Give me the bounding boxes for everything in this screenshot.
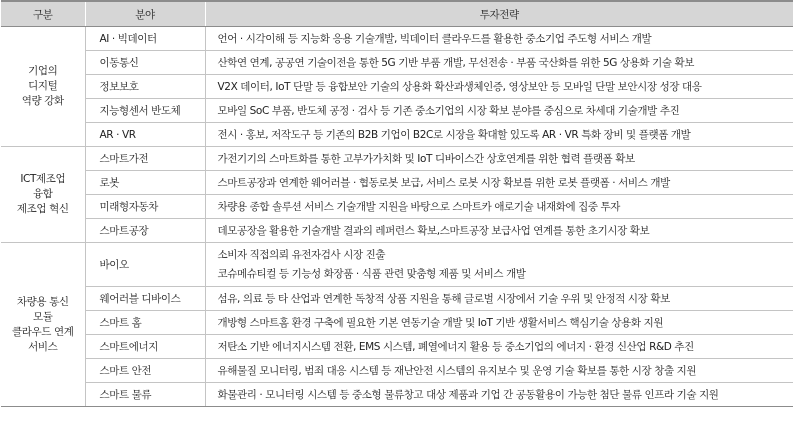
table-row [1, 27, 793, 51]
strategy-line: 코슈메슈티컬 등 기능성 화장품 · 식품 관련 맞춤형 제품 및 서비스 개발 [217, 267, 526, 280]
table-row [1, 99, 793, 123]
field-cell: 스마트에너지 [85, 335, 205, 359]
field-cell: AI · 빅데이터 [85, 27, 205, 51]
field-cell: 이동통신 [85, 51, 205, 75]
field-cell: 웨어러블 디바이스 [85, 287, 205, 311]
strategy-cell: 모바일 SoC 부품, 반도체 공정 · 검사 등 기존 중소기업의 시장 확보 분야를 중심으로 차세대 기술개발 추진 [205, 99, 793, 123]
group-label-line: 클라우드 연계 [12, 325, 74, 338]
group-label-line: 차량용 통신 [16, 295, 69, 308]
header-group: 구분 [1, 1, 85, 27]
field-cell: AR · VR [85, 123, 205, 147]
investment-strategy-table [1, 0, 793, 407]
group-label-line: 융합 [33, 188, 53, 200]
group-label-line: 기업의 [28, 65, 58, 77]
strategy-cell: 섬유, 의료 등 타 산업과 연계한 독창적 상품 지원을 통해 글로벌 시장에서 기술 우위 및 안정적 시장 확보 [205, 287, 793, 311]
group-label-line: 제조업 혁신 [16, 203, 69, 215]
field-cell: 정보보호 [85, 75, 205, 99]
strategy-cell: 차량용 종합 솔루션 서비스 기술개발 지원을 바탕으로 스마트카 애로기술 내재화에 집중 투자 [205, 195, 793, 219]
group-cell-digital [1, 27, 85, 147]
group-label-line: 역량 강화 [21, 95, 64, 107]
strategy-cell: 개방형 스마트홈 환경 구축에 필요한 기본 연동기술 개발 및 IoT 기반 생활서비스 핵심기술 상용화 지원 [205, 311, 793, 335]
table-row [1, 287, 793, 311]
table-row [1, 335, 793, 359]
group-label-line: ICT제조업 [20, 173, 66, 185]
header-row [1, 1, 793, 27]
strategy-cell: 언어 · 시각이해 등 지능화 응용 기술개발, 빅데이터 클라우드를 활용한 중소기업 주도형 서비스 개발 [205, 27, 793, 51]
strategy-cell [205, 243, 793, 287]
field-cell: 바이오 [85, 243, 205, 287]
table-row [1, 51, 793, 75]
table-row [1, 219, 793, 243]
strategy-cell: 화물관리 · 모니터링 시스템 등 중소형 물류창고 대상 제품과 기업 간 공동활용이 가능한 첨단 물류 인프라 기술 지원 [205, 383, 793, 407]
table-row [1, 383, 793, 407]
field-cell: 미래형자동차 [85, 195, 205, 219]
field-cell: 로봇 [85, 171, 205, 195]
strategy-cell: 유해물질 모니터링, 범죄 대응 시스템 등 재난안전 시스템의 유지보수 및 운영 기술 확보를 통한 시장 창출 지원 [205, 359, 793, 383]
table-row [1, 123, 793, 147]
table-row [1, 147, 793, 171]
strategy-line: 소비자 직접의뢰 유전자검사 시장 진출 [217, 248, 386, 261]
table-row [1, 171, 793, 195]
strategy-cell: 저탄소 기반 에너지시스템 전환, EMS 시스템, 폐열에너지 활용 등 중소기업의 에너지 · 환경 신산업 R&D 추진 [205, 335, 793, 359]
field-cell: 지능형센서 반도체 [85, 99, 205, 123]
table-row [1, 243, 793, 287]
field-cell: 스마트 물류 [85, 383, 205, 407]
table-row [1, 195, 793, 219]
group-label-line: 모듈 [33, 310, 53, 323]
field-cell: 스마트가전 [85, 147, 205, 171]
field-cell: 스마트 안전 [85, 359, 205, 383]
group-label-line: 서비스 [28, 340, 58, 353]
group-label-line: 디지털 [28, 80, 58, 92]
table-row [1, 75, 793, 99]
strategy-cell: 산학연 연계, 공공연 기술이전을 통한 5G 기반 부품 개발, 무선전송 · 부품 국산화를 위한 5G 상용화 기술 확보 [205, 51, 793, 75]
strategy-cell: V2X 데이터, IoT 단말 등 융합보안 기술의 상용화 확산과생체인증, 영상보안 등 모바일 단말 보안시장 성장 대응 [205, 75, 793, 99]
group-cell-manufacturing [1, 147, 85, 243]
strategy-cell: 전시 · 홍보, 저작도구 등 기존의 B2B 기업이 B2C로 시장을 확대할 있도록 AR · VR 특화 장비 및 플랫폼 개발 [205, 123, 793, 147]
strategy-cell: 가전기기의 스마트화를 통한 고부가가치화 및 IoT 디바이스간 상호연계를 위한 협력 플랫폼 확보 [205, 147, 793, 171]
table-row [1, 359, 793, 383]
field-cell: 스마트공장 [85, 219, 205, 243]
field-cell: 스마트 홈 [85, 311, 205, 335]
table-row [1, 311, 793, 335]
strategy-cell: 데모공장을 활용한 기술개발 결과의 레퍼런스 확보,스마트공장 보급사업 연계를 통한 초기시장 확보 [205, 219, 793, 243]
strategy-cell: 스마트공장과 연계한 웨어러블 · 협동로봇 보급, 서비스 로봇 시장 확보를 위한 로봇 플랫폼 · 서비스 개발 [205, 171, 793, 195]
group-cell-services [1, 243, 85, 407]
header-field: 분야 [85, 1, 205, 27]
header-strategy: 투자전략 [205, 1, 793, 27]
